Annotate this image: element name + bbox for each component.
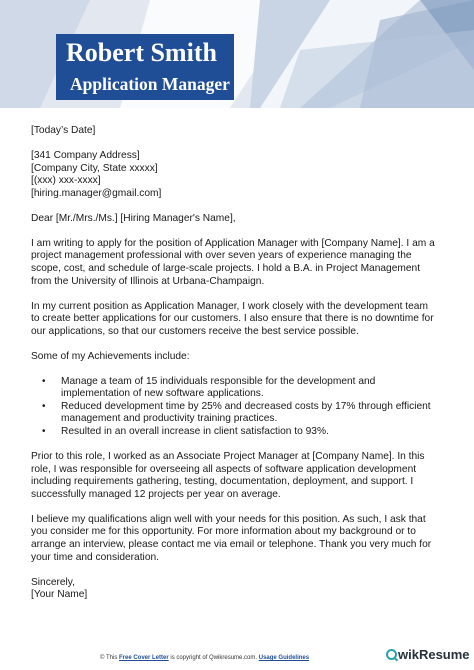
achievements-intro: Some of my Achievements include: <box>31 350 190 362</box>
address-line: [(xxx) xxx-xxxx] <box>31 175 101 187</box>
address-line: [341 Company Address] <box>31 149 140 161</box>
recipient-address <box>31 150 436 200</box>
free-cover-letter-link[interactable]: Free Cover Letter <box>119 655 169 661</box>
body-paragraph: I believe my qualifications align well with your needs for this position. As such, I ask that you consider me for this opportunity. For more information about my background or to arrange an interview, please contact me via email or telephone. Thank you very much for your time and consideration. <box>31 513 432 563</box>
bullet-icon: • <box>42 400 46 412</box>
address-line: [hiring.manager@gmail.com] <box>31 187 162 199</box>
bullet-icon: • <box>42 375 46 387</box>
letter-body <box>31 125 436 602</box>
signature: [Your Name] <box>31 589 88 601</box>
achievements-list <box>31 376 436 439</box>
list-item: • Manage a team of 15 individuals responsible for the development and implementation of new software applications. <box>42 375 376 400</box>
salutation: Dear [Mr./Mrs./Ms.] [Hiring Manager's Name], <box>31 212 236 224</box>
body-paragraph: Prior to this role, I worked as an Associate Project Manager at [Company Name]. In this role, I was responsible for overseeing all aspects of software application development including requirements gathering, testing, documentation, deployment, and support. I successfully managed 12 projects per year on average. <box>31 451 425 500</box>
applicant-title: Application Manager <box>70 74 230 94</box>
applicant-name: Robert Smith <box>66 38 217 67</box>
body-paragraph: I am writing to apply for the position of Application Manager with [Company Name]. I am a project management professional with over seven years of experience managing the scope, cost, and schedule of large-scale projects. I hold a B.A. in Project Management from the University of Illinois at Urbana-Champaign. <box>31 237 435 287</box>
closing: Sincerely, <box>31 576 75 588</box>
body-paragraph: In my current position as Application Manager, I work closely with the development team to create better applications for our customers. I also ensure that there is no downtime for our applications, so that our customers receive the best service possible. <box>31 300 434 337</box>
list-item: • Reduced development time by 25% and decreased costs by 17% through efficient management and productivity training practices. <box>42 400 431 425</box>
letter-date: [Today’s Date] <box>31 125 96 136</box>
qwikresume-logo[interactable]: wikResume <box>386 647 470 662</box>
q-magnifier-icon <box>386 649 397 660</box>
list-item: • Resulted in an overall increase in client satisfaction to 93%. <box>42 426 329 438</box>
copyright-notice: © This Free Cover Letter is copyright of Qwikresume.com. Usage Guidelines <box>100 655 310 661</box>
bullet-icon: • <box>42 426 46 438</box>
header-banner <box>0 0 474 108</box>
usage-guidelines-link[interactable]: Usage Guidelines <box>258 655 310 661</box>
address-line: [Company City, State xxxxx] <box>31 162 158 174</box>
